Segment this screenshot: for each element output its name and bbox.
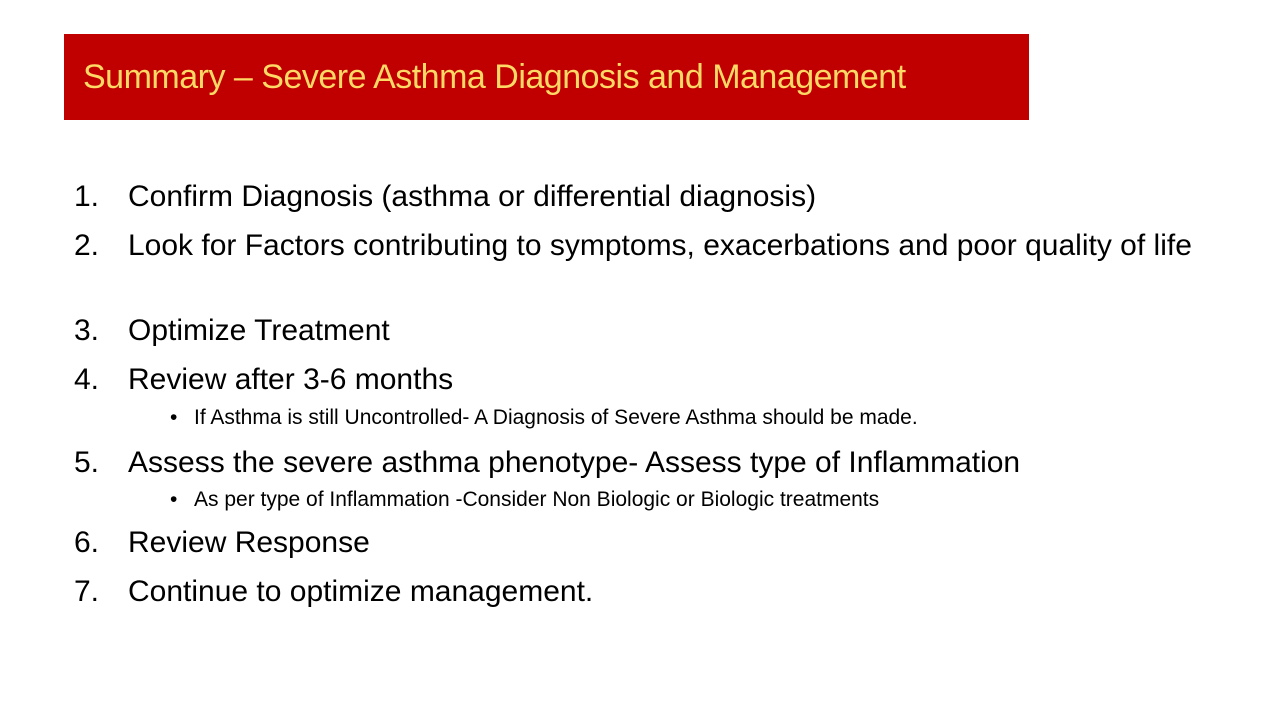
sub-bullet-text: As per type of Inflammation -Consider Non Biologic or Biologic treatments bbox=[194, 488, 880, 511]
item-number: 4. bbox=[74, 363, 100, 396]
item-number: 7. bbox=[74, 575, 100, 608]
item-number: 5. bbox=[74, 446, 100, 479]
item-text: Optimize Treatment bbox=[128, 314, 390, 347]
sub-bullet-4 bbox=[170, 405, 1170, 431]
sub-bullet-text: If Asthma is still Uncontrolled- A Diagnosis of Severe Asthma should be made. bbox=[194, 406, 918, 429]
item-text: Look for Factors contributing to symptoms, exacerbations and poor quality of life bbox=[128, 229, 1192, 262]
item-text: Review after 3-6 months bbox=[128, 363, 454, 396]
item-number: 1. bbox=[74, 180, 100, 213]
item-number: 2. bbox=[74, 229, 100, 262]
item-text: Confirm Diagnosis (asthma or differential diagnosis) bbox=[128, 180, 817, 213]
slide-title: Summary – Severe Asthma Diagnosis and Management bbox=[83, 58, 906, 96]
item-number: 6. bbox=[74, 526, 100, 559]
item-number: 3. bbox=[74, 314, 100, 347]
item-text: Continue to optimize management. bbox=[128, 575, 594, 608]
sub-bullet-5 bbox=[170, 487, 1170, 513]
bullet-icon: • bbox=[170, 488, 178, 511]
item-text: Assess the severe asthma phenotype- Assess type of Inflammation bbox=[128, 446, 1021, 479]
item-text: Review Response bbox=[128, 526, 370, 559]
bullet-icon: • bbox=[170, 406, 178, 429]
